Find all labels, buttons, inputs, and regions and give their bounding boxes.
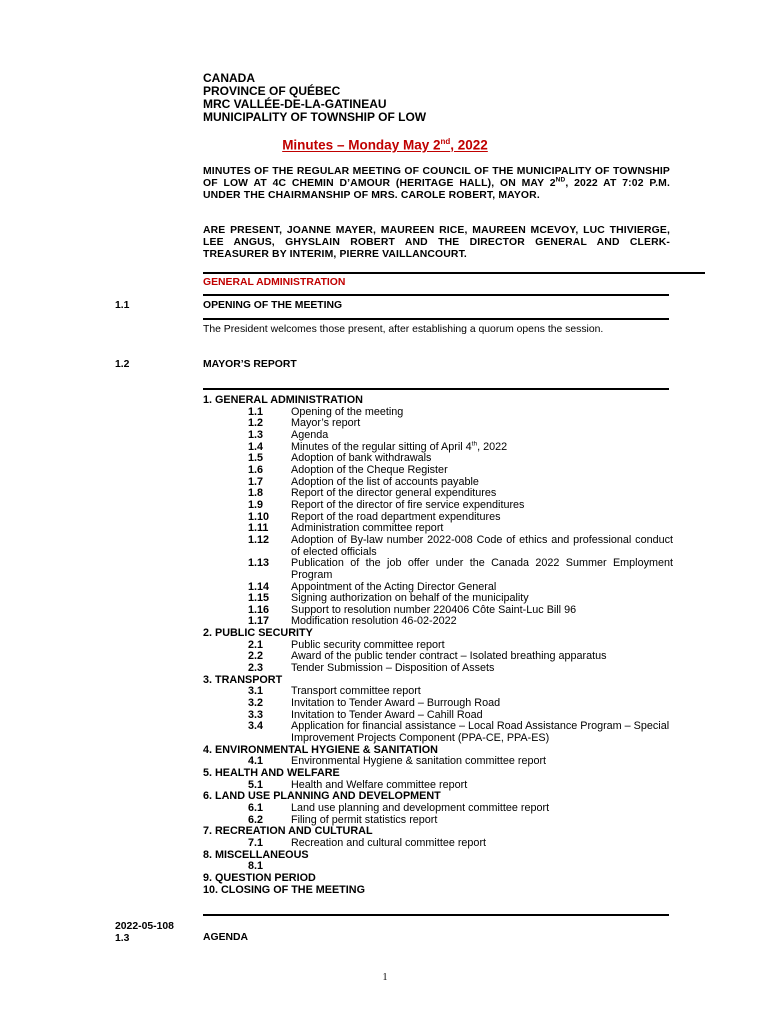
agenda-section-heading: 6. LAND USE PLANNING AND DEVELOPMENT — [203, 790, 441, 803]
header-mrc: MRC VALLÉE-DE-LA-GATINEAU — [203, 97, 387, 111]
agenda-item — [203, 442, 673, 454]
agenda-item — [203, 780, 673, 792]
agenda-item-text: Minutes of the regular sitting of April 4th, 2022 — [291, 440, 508, 453]
section-heading-general-administration: GENERAL ADMINISTRATION — [203, 277, 346, 288]
agenda-item-code: 2.1 — [248, 638, 264, 651]
agenda-section-heading: 10. CLOSING OF THE MEETING — [203, 883, 365, 896]
agenda-item-code: 1.9 — [248, 498, 264, 511]
agenda-item-text: Adoption of the Cheque Register — [291, 463, 448, 476]
agenda-item-code: 1.11 — [248, 522, 269, 535]
agenda-item-text: Award of the public tender contract – Isolated breathing apparatus — [291, 650, 607, 663]
agenda-item-text: Modification resolution 46-02-2022 — [291, 615, 457, 628]
page-number: 1 — [382, 972, 388, 983]
divider — [203, 318, 669, 320]
resolution-number: 2022-05-108 — [115, 921, 174, 932]
agenda-item-code: 3.3 — [248, 708, 264, 721]
agenda-item-code: 1.8 — [248, 487, 264, 500]
agenda-item-code: 1.7 — [248, 475, 264, 488]
agenda-item — [203, 558, 673, 581]
agenda-item-code: 2.3 — [248, 662, 264, 675]
agenda-item-text: Tender Submission – Disposition of Assets — [291, 662, 495, 675]
agenda-item-text: Environmental Hygiene & sanitation committee report — [291, 755, 547, 768]
agenda-item-code: 2.2 — [248, 650, 264, 663]
intro-paragraph: MINUTES OF THE REGULAR MEETING OF COUNCIL OF THE MUNICIPALITY OF TOWNSHIP OF LOW AT 4C CHEMIN D’AMOUR (HERITAGE HALL), ON MAY 2ND, 2022 AT 7:02 P.M. UNDER THE CHAIRMANSHIP OF MRS. CAROLE ROBERT, MAYOR. — [203, 166, 670, 202]
divider — [203, 294, 669, 296]
agenda-item-text: Recreation and cultural committee report — [291, 836, 487, 849]
divider — [203, 914, 669, 916]
agenda-item-text: Adoption of bank withdrawals — [291, 452, 432, 465]
item-number: 1.3 — [115, 933, 130, 944]
agenda-section-heading: 9. QUESTION PERIOD — [203, 871, 316, 884]
item-number: 1.2 — [115, 359, 130, 370]
document-header — [203, 72, 426, 124]
agenda-item-text: Signing authorization on behalf of the municipality — [291, 592, 529, 605]
agenda-item — [203, 418, 673, 430]
agenda-item — [203, 861, 673, 873]
agenda-item-text — [291, 861, 673, 873]
agenda-item-text: Report of the director general expenditures — [291, 487, 497, 500]
agenda-item-text: Adoption of By-law number 2022-008 Code of ethics and professional conduct of elected officials — [291, 533, 673, 558]
agenda-item — [203, 407, 673, 419]
item-title-agenda: AGENDA — [203, 932, 249, 943]
agenda-item-code: 1.16 — [248, 603, 270, 616]
agenda-item-text: Invitation to Tender Award – Cahill Road — [291, 708, 483, 721]
agenda-item — [203, 756, 673, 768]
agenda-item-code: 3.1 — [248, 685, 264, 698]
agenda-item-text: Administration committee report — [291, 522, 444, 535]
agenda-list — [203, 395, 673, 896]
agenda-section-heading: 8. MISCELLANEOUS — [203, 848, 309, 861]
header-country: CANADA — [203, 71, 255, 85]
divider — [203, 272, 705, 274]
divider — [203, 388, 669, 390]
agenda-item-text: Adoption of the list of accounts payable — [291, 475, 479, 488]
agenda-item-text: Publication of the job offer under the Canada 2022 Summer Employment Program — [291, 557, 673, 581]
agenda-item-text: Opening of the meeting — [291, 405, 404, 418]
item-title-opening: OPENING OF THE MEETING — [203, 300, 343, 311]
agenda-item-code: 1.13 — [248, 557, 270, 570]
agenda-item-code: 1.17 — [248, 615, 270, 628]
agenda-section-heading: 4. ENVIRONMENTAL HYGIENE & SANITATION — [203, 743, 438, 756]
item-number: 1.1 — [115, 300, 130, 311]
agenda-item-text: Invitation to Tender Award – Burrough Road — [291, 697, 501, 710]
agenda-item-code: 5.1 — [248, 778, 264, 791]
agenda-item — [203, 535, 673, 558]
agenda-item-code: 1.4 — [248, 440, 264, 453]
agenda-item-code: 6.2 — [248, 813, 264, 826]
agenda-item-code: 1.14 — [248, 580, 270, 593]
minutes-title: Minutes – Monday May 2nd, 2022 — [282, 137, 488, 153]
agenda-item-code: 1.2 — [248, 417, 264, 430]
agenda-item-code: 4.1 — [248, 755, 264, 768]
agenda-section-heading: 5. HEALTH AND WELFARE — [203, 767, 340, 779]
header-municipality: MUNICIPALITY OF TOWNSHIP OF LOW — [203, 110, 427, 124]
agenda-item-code: 6.1 — [248, 801, 264, 814]
agenda-item-text: Filing of permit statistics report — [291, 813, 438, 826]
agenda-item-text: Public security committee report — [291, 638, 445, 651]
present-paragraph: ARE PRESENT, JOANNE MAYER, MAUREEN RICE, MAUREEN MCEVOY, LUC THIVIERGE, LEE ANGUS, GHYSLAIN ROBERT AND THE DIRECTOR GENERAL AND CLERK-TREASURER BY INTERIM, PIERRE VAILLANCOURT. — [203, 225, 670, 261]
agenda-item — [203, 838, 673, 850]
agenda-item-text: Report of the road department expenditures — [291, 510, 501, 523]
agenda-item-text: Health and Welfare committee report — [291, 778, 468, 791]
agenda-item-text: Report of the director of fire service expenditures — [291, 498, 525, 511]
agenda-item-code: 3.4 — [248, 720, 264, 733]
opening-text: The President welcomes those present, after establishing a quorum opens the session. — [203, 324, 604, 335]
resolution-block — [115, 921, 174, 945]
agenda-item-code: 1.10 — [248, 510, 270, 523]
agenda-item — [203, 721, 673, 744]
agenda-item-text: Agenda — [291, 428, 329, 441]
agenda-item-code: 1.12 — [248, 533, 270, 546]
agenda-item-text: Land use planning and development committee report — [291, 801, 550, 814]
item-title-mayors-report: MAYOR’S REPORT — [203, 359, 297, 370]
agenda-item-code: 1.5 — [248, 452, 264, 465]
agenda-item-code: 7.1 — [248, 836, 264, 849]
agenda-item-text: Transport committee report — [291, 685, 421, 698]
agenda-item-text: Support to resolution number 220406 Côte Saint-Luc Bill 96 — [291, 603, 577, 616]
header-province: PROVINCE OF QUÉBEC — [203, 84, 341, 98]
agenda-item — [203, 616, 673, 628]
agenda-item-text: Mayor’s report — [291, 417, 361, 430]
agenda-item-text: Appointment of the Acting Director General — [291, 580, 497, 593]
agenda-item-code: 3.2 — [248, 697, 264, 710]
agenda-item-code: 8.1 — [248, 860, 264, 873]
agenda-item-text: Application for financial assistance – Local Road Assistance Program – Special Improvement Projects Component (PPA-CE, PPA-ES) — [291, 720, 670, 745]
agenda-section-heading: 1. GENERAL ADMINISTRATION — [203, 394, 363, 406]
agenda-section-heading: 2. PUBLIC SECURITY — [203, 627, 313, 640]
agenda-item-code: 1.15 — [248, 592, 270, 605]
agenda-item — [203, 815, 673, 827]
agenda-section-heading: 7. RECREATION AND CULTURAL — [203, 825, 373, 838]
agenda-section-heading: 3. TRANSPORT — [203, 673, 283, 686]
agenda-item-code: 1.1 — [248, 405, 264, 418]
agenda-item — [203, 803, 673, 815]
agenda-item-code: 1.6 — [248, 463, 264, 476]
agenda-item — [203, 663, 673, 675]
agenda-item-code: 1.3 — [248, 428, 264, 441]
